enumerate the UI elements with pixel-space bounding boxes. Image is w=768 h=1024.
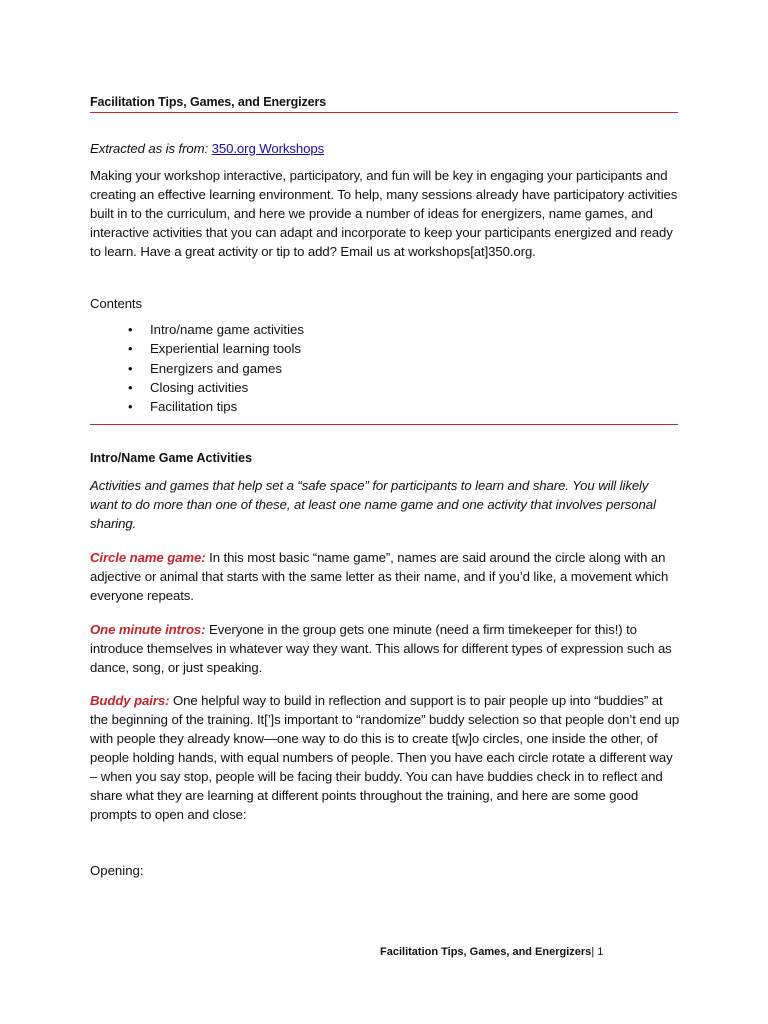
activity-paragraph (90, 548, 680, 605)
contents-item: • Intro/name game activities (90, 320, 304, 339)
footer-title: Facilitation Tips, Games, and Energizers (380, 946, 592, 958)
source-prefix: Extracted as is from: (90, 141, 212, 156)
activity-lead: Buddy pairs: (90, 693, 170, 708)
activity-lead: One minute intros: (90, 622, 206, 637)
source-link[interactable]: 350.org Workshops (211, 141, 325, 156)
activity-paragraph (90, 691, 680, 824)
page-footer (380, 946, 603, 958)
contents-list (90, 320, 304, 416)
title-divider (90, 112, 678, 113)
footer-separator: | (591, 946, 598, 958)
contents-divider (90, 424, 678, 425)
page-number: 1 (597, 946, 604, 958)
intro-paragraph: Making your workshop interactive, participatory, and fun will be key in engaging your participants and creating an effective learning environment. To help, many sessions already have participatory activities built in to the curriculum, and here we provide a number of ideas for energizers, name games, and interactive activities that you can adapt and incorporate to keep your participants energized and ready to learn. Have a great activity or tip to add? Email us at workshops[at]350.org. (90, 168, 678, 259)
contents-label: Contents (90, 296, 142, 311)
activity-text: Everyone in the group gets one minute (need a firm timekeeper for this!) to introduce themselves in whatever way they want. This allows for different types of expression such as dance, song, or just speaking. (90, 622, 672, 675)
section-heading: Intro/Name Game Activities (90, 451, 253, 465)
contents-item: • Facilitation tips (90, 397, 304, 416)
section-intro: Activities and games that help set a “safe space” for participants to learn and share. You will likely want to do more than one of these, at least one name game and one activity that involves personal sharing. (90, 478, 656, 531)
contents-item: • Experiential learning tools (90, 339, 304, 358)
opening-label: Opening: (90, 863, 144, 878)
contents-item: • Energizers and games (90, 359, 304, 378)
activity-text: In this most basic “name game”, names are said around the circle along with an adjective or animal that starts with the same letter as their name, and if you’d like, a movement which everyone repeats. (90, 550, 669, 603)
contents-item: • Closing activities (90, 378, 304, 397)
document-title: Facilitation Tips, Games, and Energizers (90, 95, 327, 109)
activity-lead: Circle name game: (90, 550, 206, 565)
activity-text: One helpful way to build in reflection and support is to pair people up into “buddies” at the beginning of the training. It[’]s important to “randomize” buddy selection so that people don’t end up with people they already know—one way to do this is to create t[w]o circles, one inside the other, of people holding hands, with equal numbers of people. Then you have each circle rotate a different way – when you say stop, people will be facing their buddy. You can have buddies check in to reflect and share what they are learning at different points throughout the training, and here are some good prompts to open and close: (90, 693, 680, 822)
source-line (90, 139, 324, 158)
activity-paragraph (90, 620, 680, 677)
